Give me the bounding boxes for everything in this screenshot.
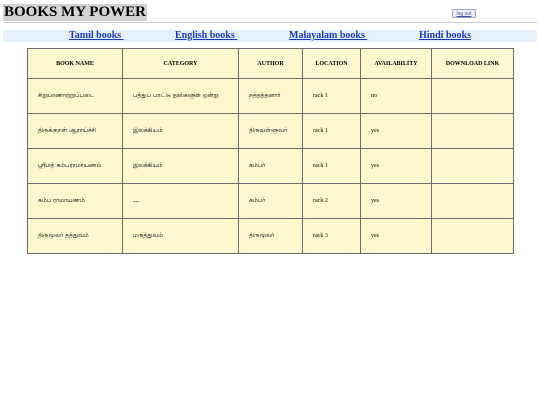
nav-hindi-books[interactable]: Hindi books bbox=[419, 30, 471, 41]
author-cell: கம்பர் bbox=[239, 149, 303, 184]
location-cell: rack 1 bbox=[303, 149, 361, 184]
author-cell: கம்பர் bbox=[239, 184, 303, 219]
availability-cell: yes bbox=[361, 114, 432, 149]
author-cell: திருமூலர் bbox=[239, 219, 303, 254]
table-row bbox=[28, 184, 514, 219]
book-name-cell: சிறுபாணாற்றுப்படை bbox=[28, 79, 123, 114]
column-header-download-link: DOWNLOAD LINK bbox=[432, 49, 514, 79]
book-name-cell: திருக்குறள் ஆராய்ச்சி bbox=[28, 114, 123, 149]
books-table bbox=[27, 48, 514, 254]
availability-cell: yes bbox=[361, 149, 432, 184]
author-cell: திருவள்ளுவர் bbox=[239, 114, 303, 149]
category-cell: --- bbox=[123, 184, 239, 219]
download-link-cell bbox=[432, 184, 514, 219]
download-link-cell bbox=[432, 149, 514, 184]
column-header-author: AUTHOR bbox=[239, 49, 303, 79]
book-name-cell: திருமூலர் தத்துவம் bbox=[28, 219, 123, 254]
category-cell: மருத்துவம் bbox=[123, 219, 239, 254]
logout-button[interactable]: log out bbox=[452, 9, 476, 18]
page-title: BOOKS MY POWER bbox=[4, 4, 146, 20]
nav-english-books[interactable]: English books bbox=[175, 30, 238, 41]
availability-cell: yes bbox=[361, 184, 432, 219]
book-name-cell: ஸ்ரீமத் கம்பராமாயணம் bbox=[28, 149, 123, 184]
column-header-category: CATEGORY bbox=[123, 49, 239, 79]
location-cell: rack 3 bbox=[303, 219, 361, 254]
nav-tamil-books[interactable]: Tamil books bbox=[69, 30, 124, 41]
category-cell: இலக்கியம் bbox=[123, 149, 239, 184]
download-link-cell bbox=[432, 114, 514, 149]
author-cell: நத்தத்தனார் bbox=[239, 79, 303, 114]
availability-cell: yes bbox=[361, 219, 432, 254]
download-link-cell bbox=[432, 219, 514, 254]
table-row bbox=[28, 114, 514, 149]
location-cell: rack 1 bbox=[303, 114, 361, 149]
location-cell: rack 1 bbox=[303, 79, 361, 114]
table-header-row bbox=[28, 49, 514, 79]
table-row bbox=[28, 79, 514, 114]
header-divider bbox=[3, 22, 537, 23]
book-name-cell: கம்ப ராமாயணம் bbox=[28, 184, 123, 219]
column-header-availability: AVAILABILITY bbox=[361, 49, 432, 79]
location-cell: rack 2 bbox=[303, 184, 361, 219]
nav-bar bbox=[3, 30, 537, 42]
table-row bbox=[28, 219, 514, 254]
category-cell: இலக்கியம் bbox=[123, 114, 239, 149]
download-link-cell bbox=[432, 79, 514, 114]
nav-malayalam-books[interactable]: Malayalam books bbox=[289, 30, 368, 41]
availability-cell: no bbox=[361, 79, 432, 114]
column-header-book-name: BOOK NAME bbox=[28, 49, 123, 79]
category-cell: பத்துப் பாட்டு நூல்களுள் ஒன்று bbox=[123, 79, 239, 114]
column-header-location: LOCATION bbox=[303, 49, 361, 79]
table-row bbox=[28, 149, 514, 184]
